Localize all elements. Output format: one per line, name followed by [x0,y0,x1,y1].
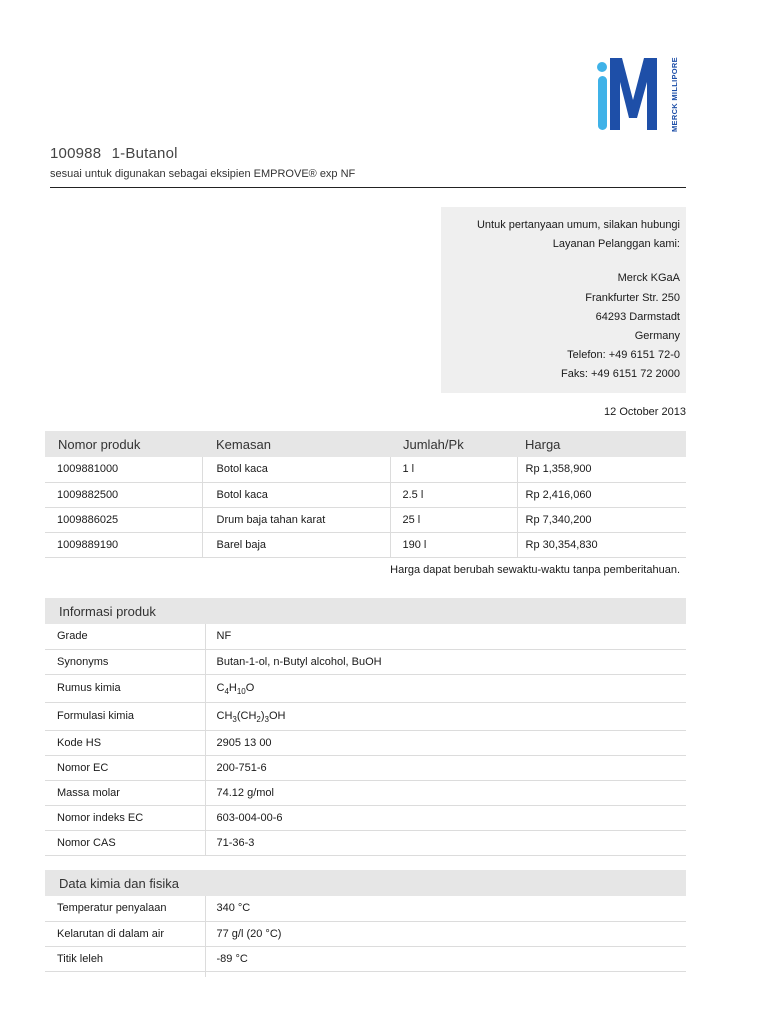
info-value: 200-751-6 [205,755,686,780]
info-value: 71-36-3 [205,830,686,855]
table-row [45,921,686,946]
table-row [45,946,686,971]
contact-country: Germany [634,330,680,343]
packaging-cell: Botol kaca [202,482,390,507]
contact-fax: Faks: +49 6151 72 2000 [561,368,680,381]
column-header: Jumlah/Pk [390,431,517,457]
packaging-cell: Botol kaca [202,457,390,482]
product-subtitle: sesuai untuk digunakan sebagai eksipien EMPROVE® exp NF [50,168,356,180]
table-row [45,482,686,507]
table-row [45,702,686,730]
price-table [45,431,686,558]
product-title [50,145,178,162]
product-number-cell: 1009886025 [45,507,202,532]
packaging-cell: Drum baja tahan karat [202,507,390,532]
table-row [45,507,686,532]
info-label: Massa molar [45,780,205,805]
quantity-cell: 190 l [390,532,517,557]
section-heading: Data kimia dan fisika [45,870,686,896]
document-date: 12 October 2013 [604,406,686,418]
info-label: Kode HS [45,730,205,755]
quantity-cell: 2.5 l [390,482,517,507]
info-label: Nomor CAS [45,830,205,855]
info-value: 2905 13 00 [205,730,686,755]
chem-phys-table [45,870,686,977]
price-note: Harga dapat berubah sewaktu-waktu tanpa pemberitahuan. [390,564,680,576]
property-label: Kelarutan di dalam air [45,921,205,946]
product-name: 1-Butanol [111,145,178,162]
contact-phone: Telefon: +49 6151 72-0 [567,349,680,362]
logo-wordmark: MERCK MILLIPORE [670,57,679,132]
table-row [45,755,686,780]
info-label: Rumus kimia [45,674,205,702]
table-row [45,674,686,702]
logo-left-stem [598,76,607,130]
info-value: 603-004-00-6 [205,805,686,830]
table-row [45,457,686,482]
info-value: $C_4H_{10}O$ [205,674,686,702]
column-header: Nomor produk [45,431,202,457]
info-value: 74.12 g/mol [205,780,686,805]
table-row [45,830,686,855]
contact-intro-line1: Untuk pertanyaan umum, silakan hubungi [476,219,680,231]
property-value: 77 g/l (20 °C) [205,921,686,946]
price-cell: Rp 30,354,830 [517,532,686,557]
info-label: Nomor indeks EC [45,805,205,830]
price-cell: Rp 7,340,200 [517,507,686,532]
property-label: Titik leleh [45,946,205,971]
price-cell: Rp 1,358,900 [517,457,686,482]
price-table-header [45,431,686,457]
info-value: NF [205,624,686,649]
column-header: Harga [517,431,686,457]
table-row [45,624,686,649]
price-cell: Rp 2,416,060 [517,482,686,507]
packaging-cell: Barel baja [202,532,390,557]
contact-city: 64293 Darmstadt [595,310,680,323]
info-value: Butan-1-ol, n-Butyl alcohol, BuOH [205,649,686,674]
logo-m-shape [610,58,657,130]
contact-box [441,207,686,393]
product-info-table [45,598,686,856]
info-label: Nomor EC [45,755,205,780]
table-row [45,649,686,674]
table-row [45,730,686,755]
contact-street: Frankfurter Str. 250 [585,291,680,304]
info-value: $CH_3(CH_2)_3OH$ [205,702,686,730]
info-label: Grade [45,624,205,649]
info-label: Formulasi kimia [45,702,205,730]
table-row [45,780,686,805]
info-label: Synonyms [45,649,205,674]
table-row-continuation [45,971,686,977]
table-row [45,805,686,830]
property-value: 340 °C [205,896,686,921]
quantity-cell: 25 l [390,507,517,532]
product-number-cell: 1009881000 [45,457,202,482]
column-header: Kemasan [202,431,390,457]
quantity-cell: 1 l [390,457,517,482]
product-code: 100988 [50,145,102,162]
merck-millipore-logo [596,56,688,134]
product-number-cell: 1009882500 [45,482,202,507]
section-heading: Informasi produk [45,598,686,624]
property-value: -89 °C [205,946,686,971]
table-row [45,896,686,921]
product-number-cell: 1009889190 [45,532,202,557]
logo-dot [597,62,607,72]
property-label: Temperatur penyalaan [45,896,205,921]
table-row [45,532,686,557]
contact-intro-line2: Layanan Pelanggan kami: [552,238,680,251]
contact-company: Merck KGaA [617,272,680,285]
title-divider [50,187,686,188]
